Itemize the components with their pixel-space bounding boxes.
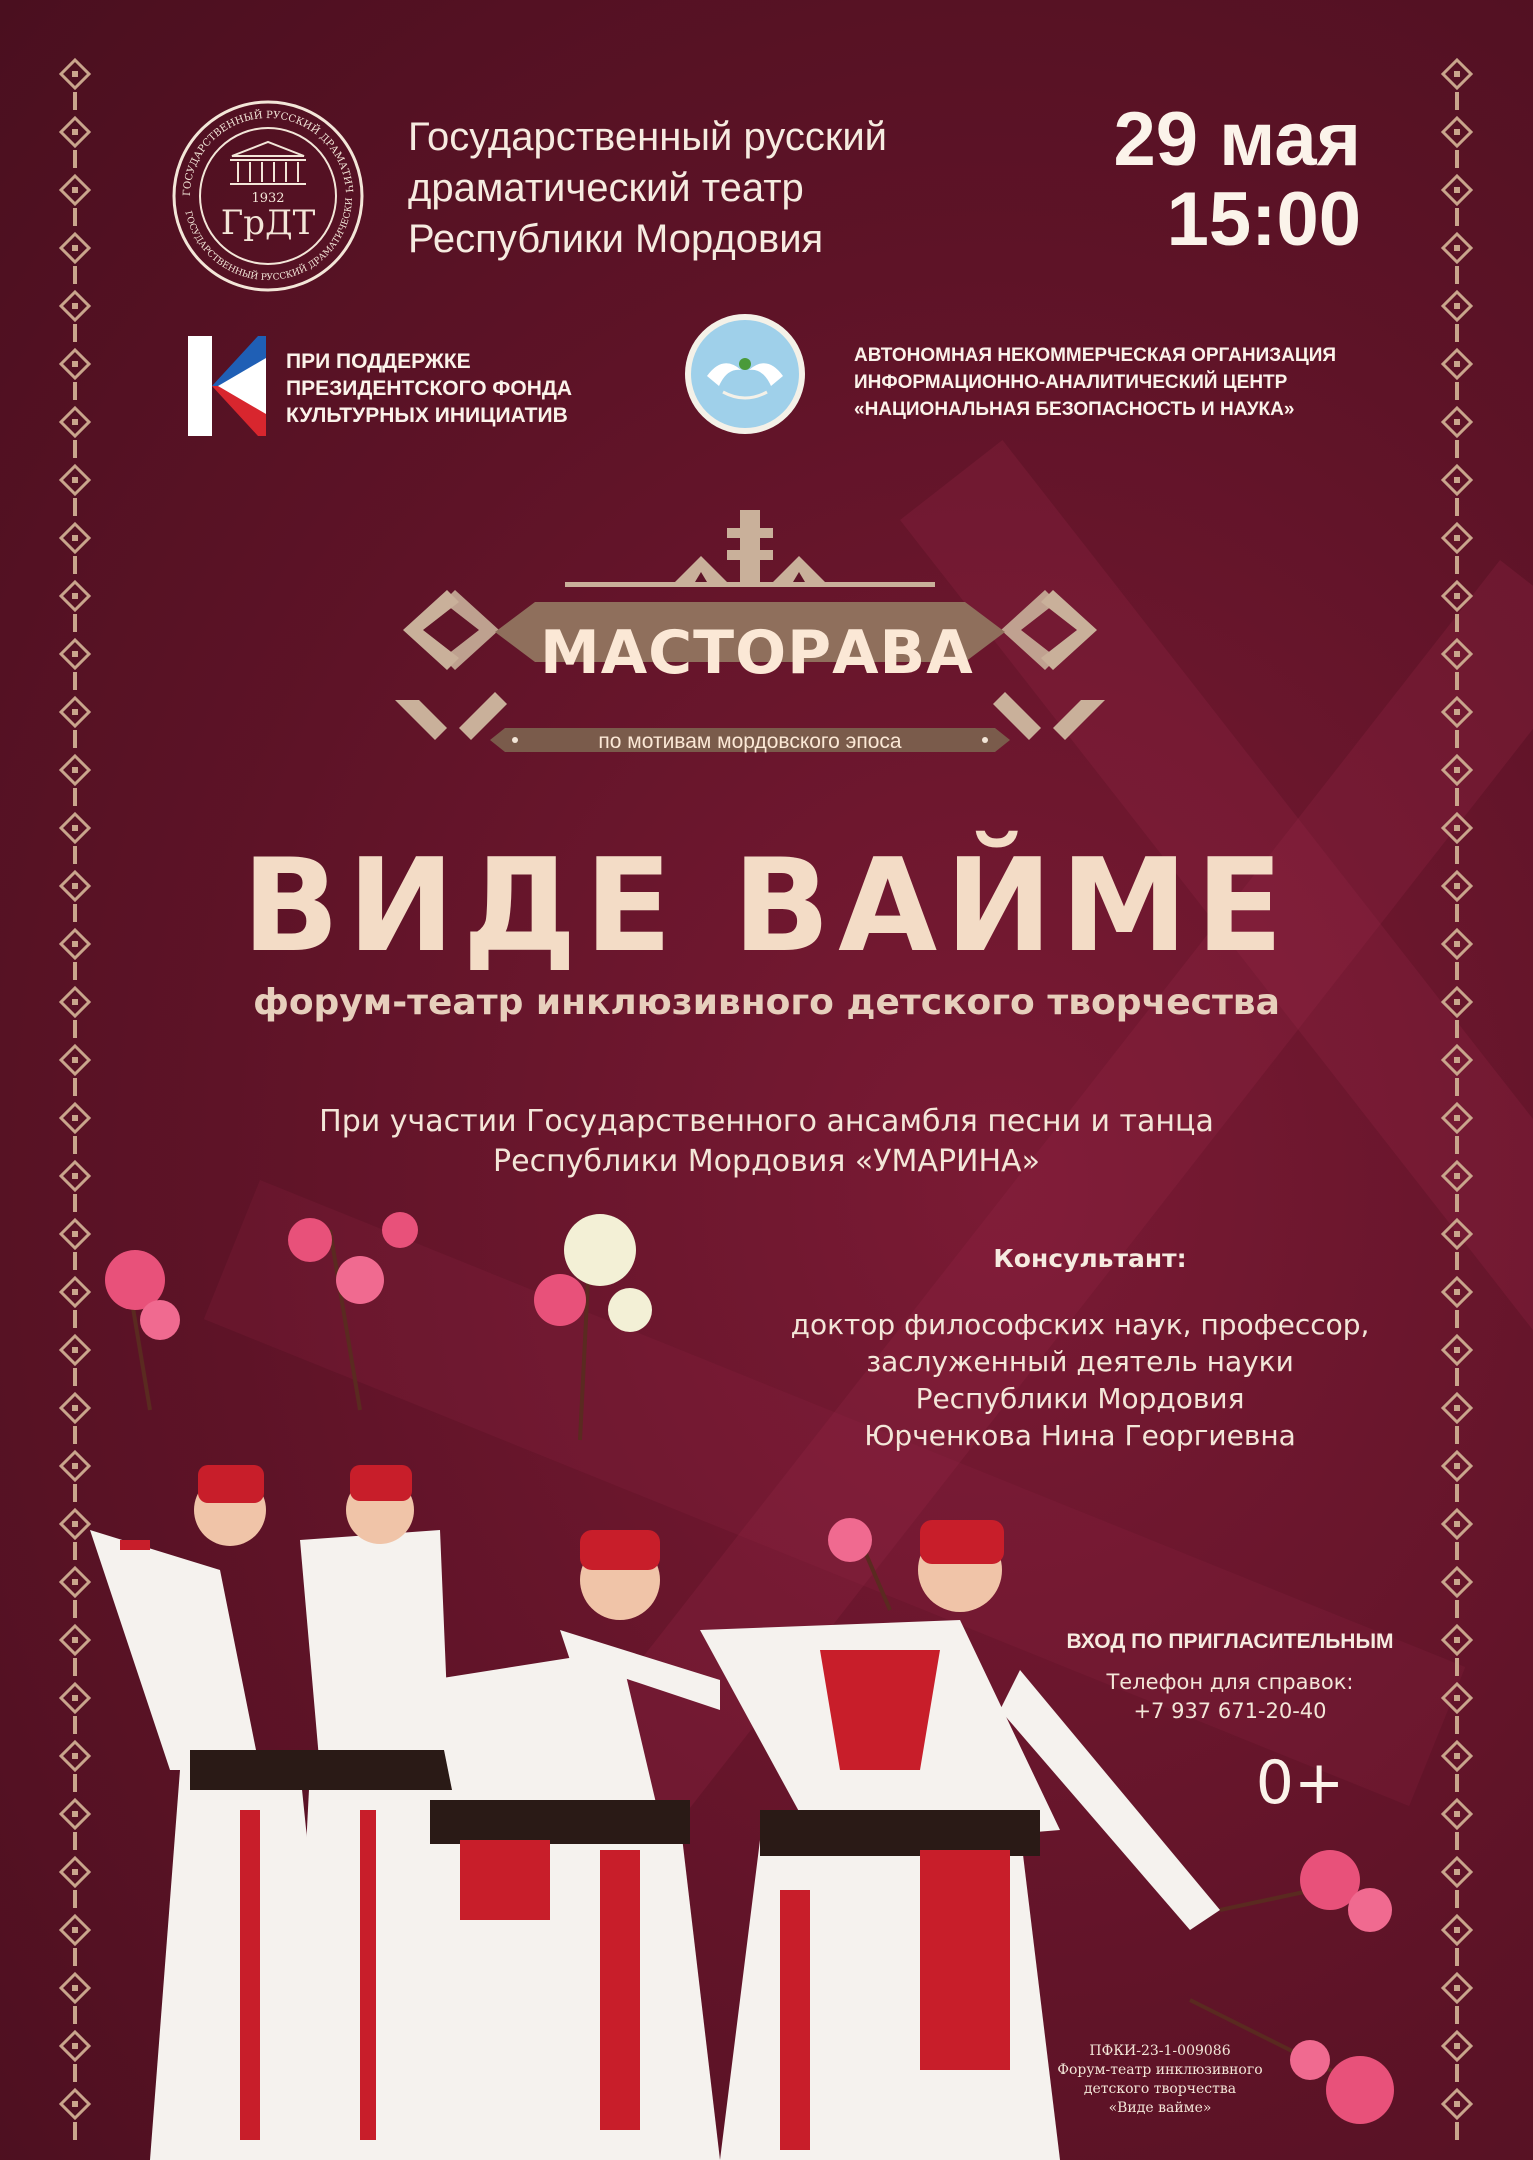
- ornament-motif: [61, 176, 89, 226]
- ornament-motif: [1443, 1336, 1471, 1386]
- ornament-motif: [1443, 1916, 1471, 1966]
- ornament-motif: [1443, 872, 1471, 922]
- theatre-name-line: Государственный русский: [408, 115, 888, 159]
- ornament-motif: [1443, 1626, 1471, 1676]
- event-time: 15:00: [1166, 177, 1361, 262]
- ornament-motif: [1443, 1800, 1471, 1850]
- ornament-motif: [1443, 582, 1471, 632]
- ano-line: АВТОНОМНАЯ НЕКОММЕРЧЕСКАЯ ОРГАНИЗАЦИЯ: [854, 345, 1337, 366]
- pfki-logo-icon: [188, 336, 266, 436]
- ornament-motif: [61, 1046, 89, 1096]
- ornament-motif: [1443, 2032, 1471, 2082]
- age-rating: 0+: [1255, 1748, 1345, 1818]
- ornament-motif: [1443, 1568, 1471, 1618]
- ornament-motif: [1443, 756, 1471, 806]
- logo-ring-top-text: ГОСУДАРСТВЕННЫЙ РУССКИЙ ДРАМАТИЧ: [181, 109, 355, 197]
- ornament-motif: [61, 756, 89, 806]
- fund-line: КУЛЬТУРНЫХ ИНИЦИАТИВ: [286, 404, 568, 427]
- ornament-motif: [1443, 1684, 1471, 1734]
- mastorava-title: МАСТОРАВА: [540, 618, 974, 688]
- event-day: 29 мая: [1113, 97, 1361, 182]
- event-subtitle: форум-театр инклюзивного детского творчества: [253, 982, 1280, 1023]
- ornament-motif: [1443, 408, 1471, 458]
- ornament-motif: [61, 698, 89, 748]
- ornament-motif: [1443, 1220, 1471, 1270]
- ornament-motif: [61, 1162, 89, 1212]
- ornament-motif: [1443, 524, 1471, 574]
- theatre-name-line: драматический театр: [408, 166, 804, 210]
- ornament-motif: [1443, 1046, 1471, 1096]
- ano-line: ИНФОРМАЦИОННО-АНАЛИТИЧЕСКИЙ ЦЕНТР: [854, 372, 1288, 393]
- ornament-motif: [1443, 1394, 1471, 1444]
- theatre-building-icon: [230, 142, 306, 184]
- ornament-motif: [1443, 988, 1471, 1038]
- grant-line: ПФКИ-23-1-009086: [1089, 2043, 1231, 2059]
- ornament-motif: [61, 814, 89, 864]
- consultant-label: Консультант:: [993, 1244, 1187, 1273]
- ornament-motif: [1443, 1452, 1471, 1502]
- participation-line: Республики Мордовия «УМАРИНА»: [493, 1144, 1040, 1179]
- logo-year: 1932: [251, 191, 285, 206]
- ornament-motif: [61, 640, 89, 690]
- ornament-motif: [1443, 350, 1471, 400]
- ornament-motif: [1443, 1858, 1471, 1908]
- phone-label: Телефон для справок:: [1106, 1670, 1354, 1694]
- ornament-motif: [61, 408, 89, 458]
- ornament-motif: [1443, 1974, 1471, 2024]
- ornament-motif: [1443, 1278, 1471, 1328]
- event-date: [1113, 97, 1361, 262]
- ornament-motif: [61, 234, 89, 284]
- theatre-name: [408, 112, 1028, 265]
- grant-line: Форум-театр инклюзивного: [1057, 2062, 1263, 2078]
- ornament-border-right: [1440, 50, 1474, 2140]
- ornament-motif: [1443, 2090, 1471, 2140]
- ornament-motif: [1443, 1510, 1471, 1560]
- event-title: ВИДЕ ВАЙМЕ: [241, 832, 1292, 981]
- ornament-motif: [1443, 466, 1471, 516]
- ano-line: «НАЦИОНАЛЬНАЯ БЕЗОПАСНОСТЬ И НАУКА»: [854, 399, 1295, 420]
- ornament-motif: [61, 60, 89, 110]
- participation-line: При участии Государственного ансамбля песни и танца: [319, 1104, 1214, 1139]
- ornament-motif: [61, 118, 89, 168]
- ornament-motif: [1443, 930, 1471, 980]
- ornament-motif: [61, 930, 89, 980]
- consultant-line: доктор философских наук, профессор,: [790, 1308, 1370, 1341]
- fund-support-text: [286, 348, 646, 429]
- fund-line: ПРИ ПОДДЕРЖКЕ: [286, 350, 471, 373]
- ornament-motif: [1443, 60, 1471, 110]
- doves-logo-icon: [683, 312, 807, 436]
- theatre-logo: [170, 98, 366, 294]
- ornament-motif: [61, 466, 89, 516]
- fund-line: ПРЕЗИДЕНТСКОГО ФОНДА: [286, 377, 572, 400]
- ornament-motif: [61, 292, 89, 342]
- grant-line: детского творчества: [1083, 2081, 1237, 2097]
- ano-organization-text: [854, 342, 1394, 423]
- phone-info: [1060, 1668, 1400, 1726]
- consultant-line: Юрченкова Нина Георгиевна: [864, 1419, 1296, 1452]
- ornament-motif: [61, 524, 89, 574]
- entry-info: ВХОД ПО ПРИГЛАСИТЕЛЬНЫМ: [1066, 1630, 1394, 1653]
- ornament-motif: [1443, 176, 1471, 226]
- theatre-name-line: Республики Мордовия: [408, 217, 824, 261]
- phone-number: +7 937 671-20-40: [1133, 1699, 1327, 1723]
- ornament-motif: [61, 1104, 89, 1154]
- grant-line: «Виде вайме»: [1108, 2100, 1212, 2116]
- consultant-line: Республики Мордовия: [915, 1382, 1245, 1415]
- ornament-motif: [1443, 698, 1471, 748]
- grant-info: [1010, 2042, 1310, 2118]
- ornament-motif: [61, 872, 89, 922]
- logo-ring-bottom-text: ГОСУДАРСТВЕННЫЙ РУССКИЙ ДРАМАТИЧЕСКИ: [182, 197, 356, 284]
- ornament-motif: [61, 350, 89, 400]
- ornament-motif: [61, 582, 89, 632]
- ornament-motif: [1443, 814, 1471, 864]
- ornament-motif: [1443, 292, 1471, 342]
- participation-text: [210, 1102, 1323, 1182]
- ornament-motif: [1443, 640, 1471, 690]
- ornament-motif: [1443, 1162, 1471, 1212]
- ornament-motif: [1443, 234, 1471, 284]
- ornament-motif: [61, 988, 89, 1038]
- consultant-line: заслуженный деятель науки: [866, 1345, 1294, 1378]
- ornament-motif: [1443, 1104, 1471, 1154]
- ornament-motif: [1443, 1742, 1471, 1792]
- ornament-motif: [1443, 118, 1471, 168]
- logo-abbr: ГрДТ: [220, 203, 316, 243]
- mastorava-motif: по мотивам мордовского эпоса: [598, 730, 902, 753]
